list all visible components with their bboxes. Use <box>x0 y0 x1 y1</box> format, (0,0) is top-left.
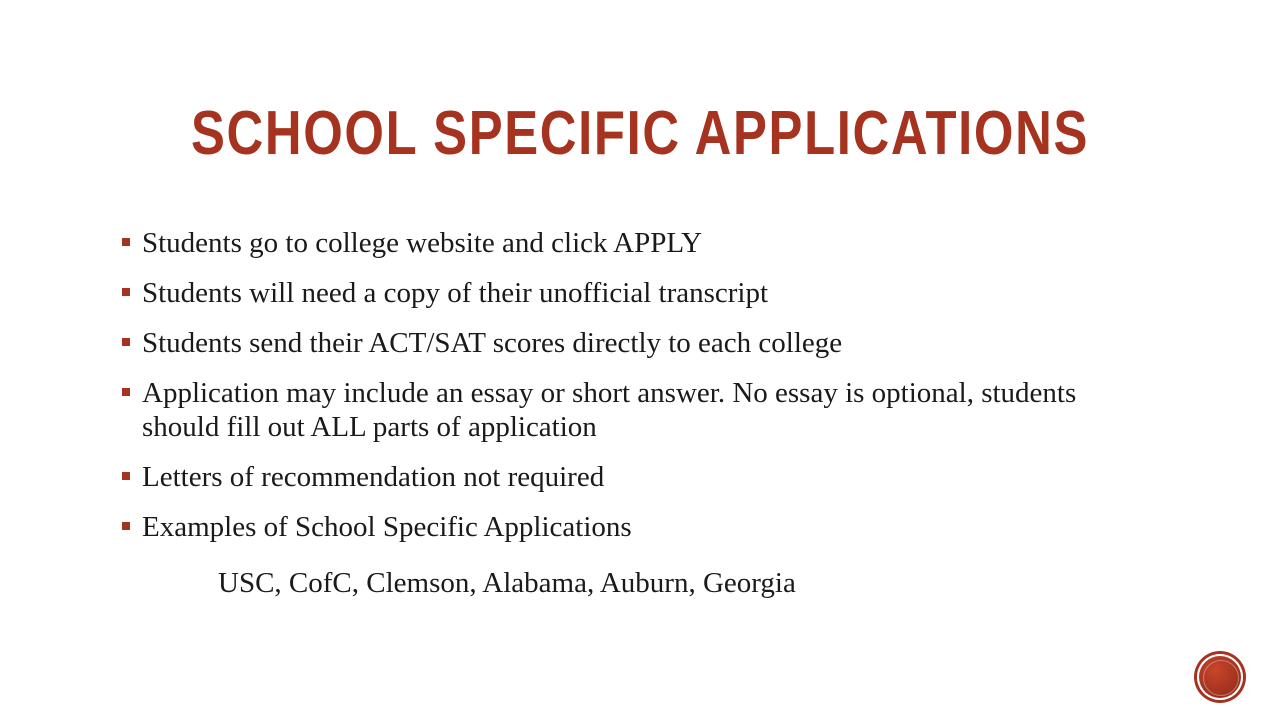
bullet-text: Examples of School Specific Applications <box>142 511 632 543</box>
bullet-text: Students send their ACT/SAT scores directly to each college <box>142 327 843 359</box>
bullet-item <box>122 510 1122 544</box>
bullet-text: Letters of recommendation not required <box>142 461 605 493</box>
bullet-text: Application may include an essay or short answer. No essay is optional, students should fill out ALL parts of application <box>142 377 1077 443</box>
bullet-list <box>122 226 1122 560</box>
square-bullet-icon <box>122 472 130 480</box>
bullet-item <box>122 460 1122 494</box>
square-bullet-icon <box>122 288 130 296</box>
bullet-item <box>122 226 1122 260</box>
bullet-text: Students will need a copy of their unofficial transcript <box>142 277 769 309</box>
slide-title: SCHOOL SPECIFIC APPLICATIONS <box>190 99 1090 168</box>
examples-list: USC, CofC, Clemson, Alabama, Auburn, Georgia <box>218 567 796 599</box>
square-bullet-icon <box>122 388 130 396</box>
square-bullet-icon <box>122 338 130 346</box>
bullet-item <box>122 326 1122 360</box>
bullet-text: Students go to college website and click APPLY <box>142 227 703 259</box>
circle-badge-icon <box>1197 654 1243 700</box>
square-bullet-icon <box>122 522 130 530</box>
bullet-item <box>122 376 1122 444</box>
square-bullet-icon <box>122 238 130 246</box>
bullet-item <box>122 276 1122 310</box>
